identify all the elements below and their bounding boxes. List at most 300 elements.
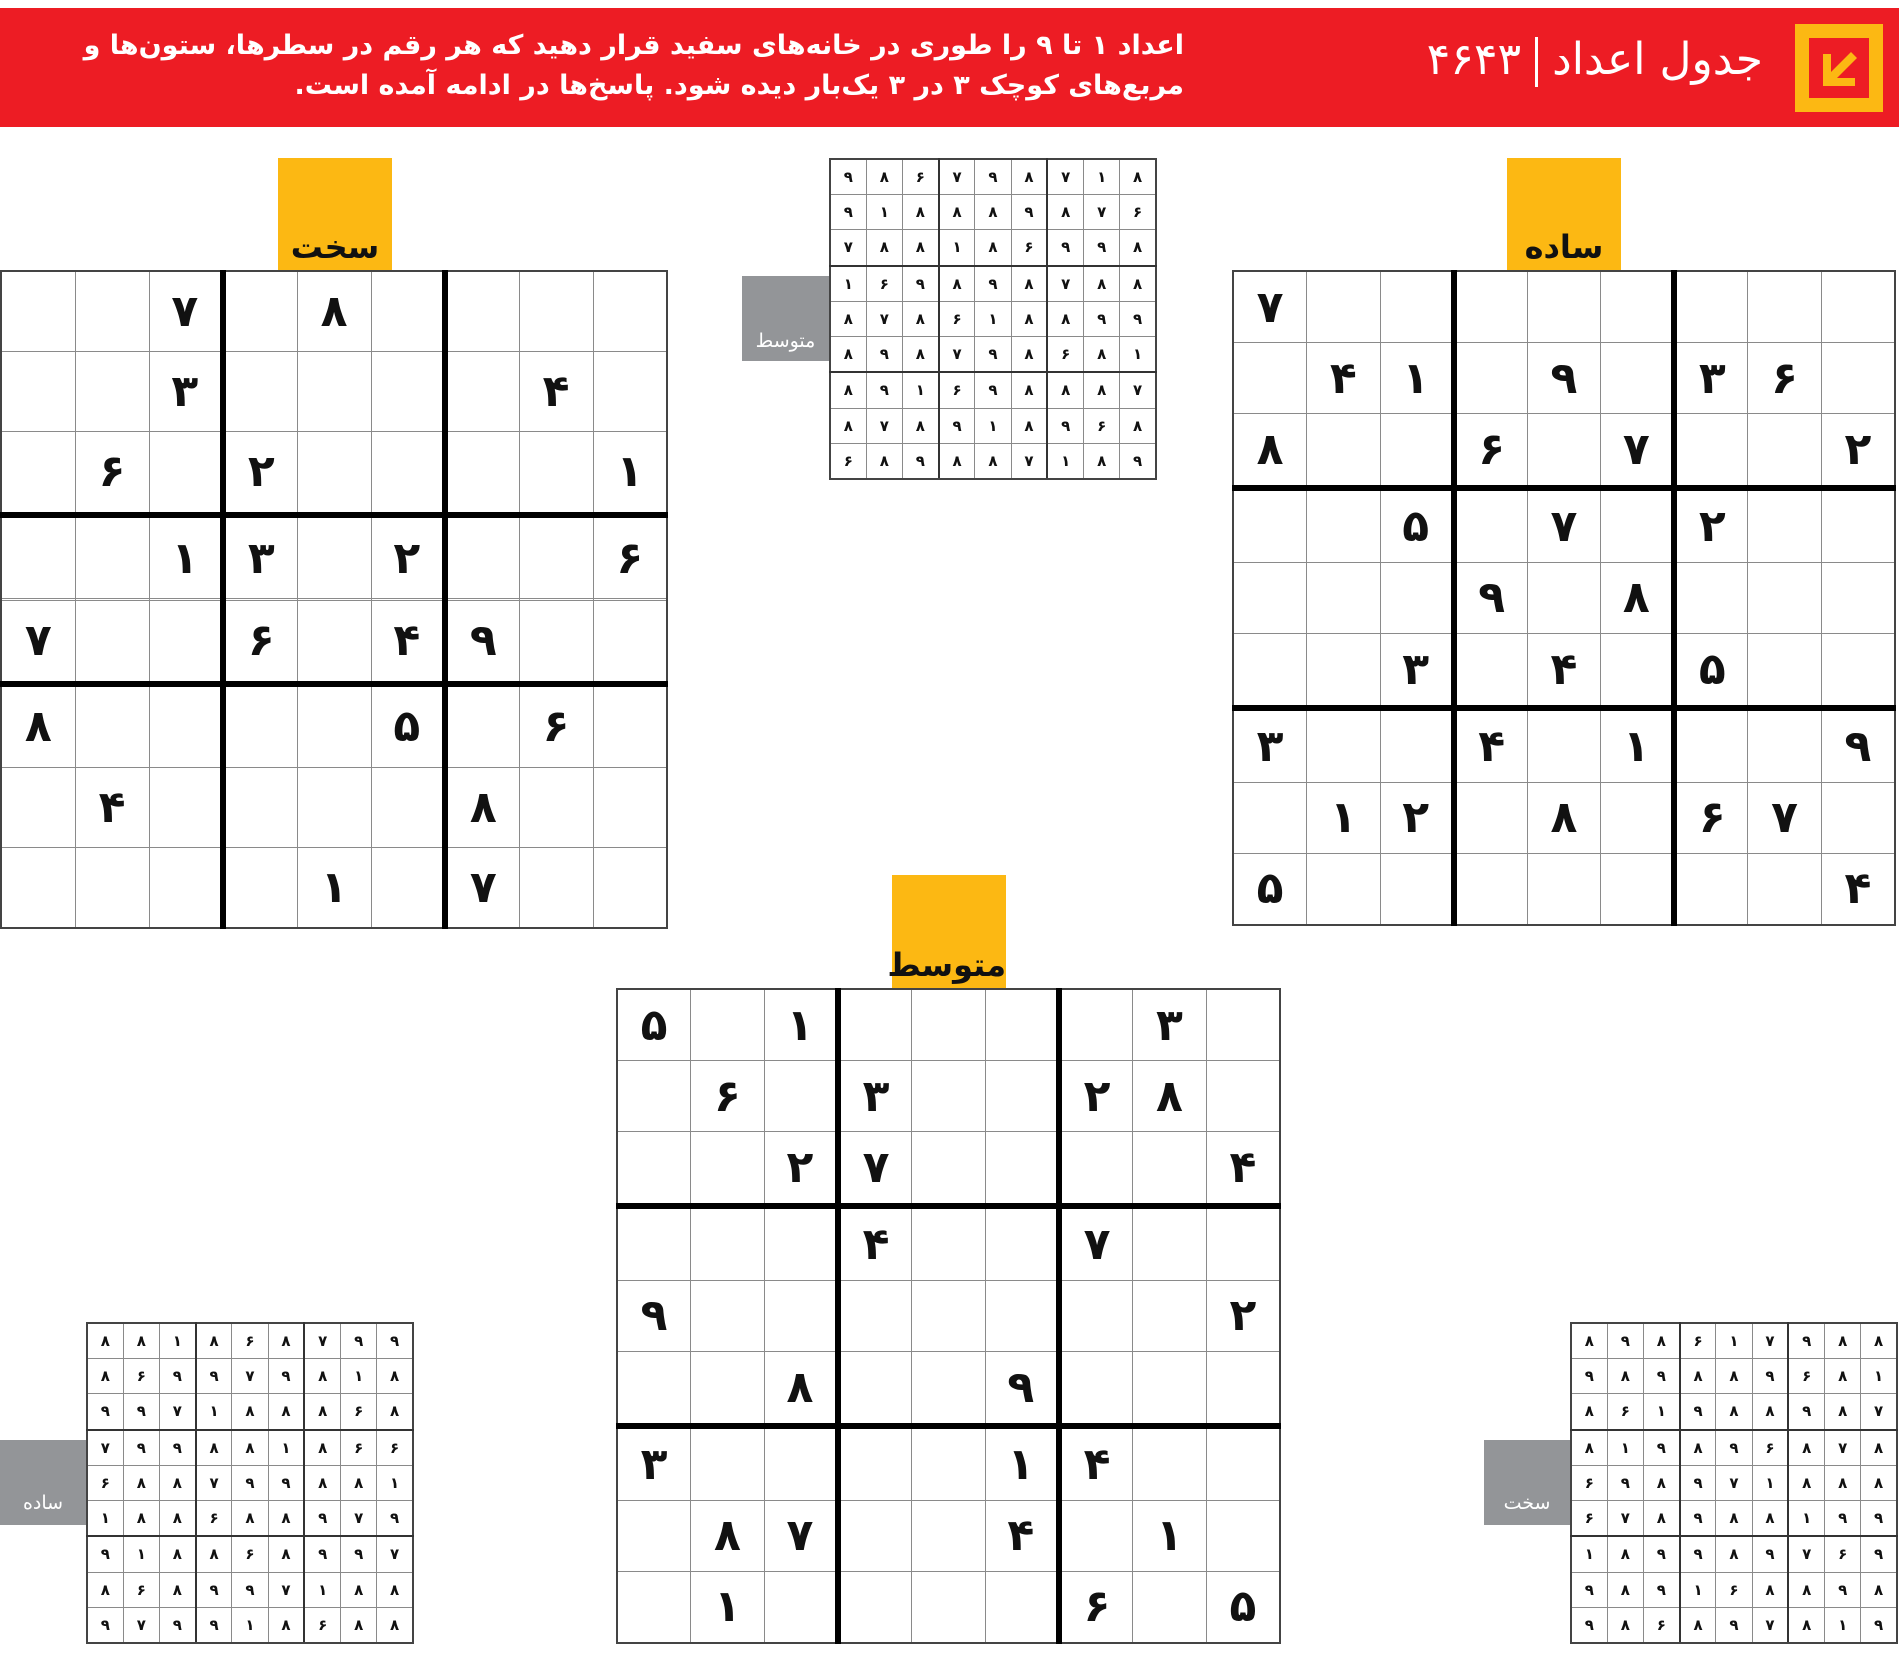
hard-puzzle-cell[interactable]: [371, 271, 445, 352]
medium-puzzle-cell[interactable]: [912, 1132, 986, 1206]
hard-answer-cell: ۹: [1861, 1536, 1897, 1572]
easy-puzzle-cell[interactable]: [1307, 271, 1381, 343]
hard-puzzle-cell[interactable]: [75, 600, 149, 684]
medium-answer-cell: ۹: [902, 443, 938, 479]
easy-puzzle-cell[interactable]: [1380, 271, 1454, 343]
easy-puzzle-cell[interactable]: [1307, 488, 1381, 562]
easy-puzzle-cell[interactable]: [1307, 562, 1381, 633]
hard-answer-cell: ۸: [1716, 1359, 1752, 1394]
hard-puzzle-cell[interactable]: [1, 352, 75, 432]
medium-puzzle-cell[interactable]: [912, 989, 986, 1061]
hard-answer-cell: ۷: [1716, 1466, 1752, 1501]
hard-puzzle-cell[interactable]: [593, 271, 667, 352]
medium-answer-cell: ۷: [866, 302, 902, 337]
medium-answer-cell: ۱: [830, 266, 866, 302]
hard-puzzle-cell[interactable]: [223, 352, 297, 432]
medium-puzzle-cell[interactable]: [764, 1206, 838, 1280]
hard-puzzle-cell[interactable]: [1, 768, 75, 848]
easy-answer-cell: ۹: [196, 1572, 232, 1607]
easy-puzzle-cell[interactable]: [1748, 414, 1822, 488]
medium-puzzle-cell[interactable]: [1059, 1280, 1133, 1351]
hard-puzzle-cell[interactable]: [149, 684, 223, 768]
hard-puzzle-cell[interactable]: [445, 684, 519, 768]
medium-answer-cell: ۹: [866, 372, 902, 408]
hard-puzzle-cell[interactable]: [519, 768, 593, 848]
easy-answer-cell: ۶: [341, 1394, 377, 1430]
easy-puzzle-cell[interactable]: [1307, 414, 1381, 488]
medium-puzzle-cell[interactable]: [1206, 1426, 1280, 1500]
easy-answer-cell: ۱: [123, 1536, 159, 1572]
hard-puzzle-cell[interactable]: [593, 684, 667, 768]
medium-answer-cell: ۸: [830, 336, 866, 372]
easy-answer-cell: ۹: [232, 1572, 268, 1607]
easy-puzzle-cell[interactable]: [1821, 782, 1895, 853]
easy-puzzle-cell[interactable]: [1601, 488, 1675, 562]
hard-answer-cell: ۸: [1825, 1323, 1861, 1359]
medium-puzzle-tab: [887, 875, 1006, 988]
hard-puzzle-cell[interactable]: [223, 684, 297, 768]
easy-puzzle-cell[interactable]: [1748, 708, 1822, 782]
easy-puzzle-cell[interactable]: [1674, 853, 1748, 925]
easy-puzzle-label: ساده: [1524, 228, 1604, 266]
hard-puzzle-cell[interactable]: [1, 515, 75, 599]
hard-answer-cell: ۸: [1788, 1607, 1824, 1643]
medium-puzzle-cell[interactable]: [1206, 1061, 1280, 1132]
medium-answer-cell: ۹: [1084, 230, 1120, 266]
hard-answer-row: [1571, 1394, 1897, 1430]
easy-puzzle-cell: ۱: [1307, 782, 1381, 853]
hard-puzzle-cell[interactable]: [75, 515, 149, 599]
medium-answer-cell: ۶: [1120, 195, 1156, 230]
easy-puzzle-cell[interactable]: [1821, 271, 1895, 343]
easy-puzzle-cell[interactable]: [1748, 488, 1822, 562]
easy-puzzle-cell[interactable]: [1821, 633, 1895, 707]
hard-puzzle-cell[interactable]: [519, 431, 593, 515]
easy-puzzle-cell[interactable]: [1454, 343, 1528, 414]
medium-puzzle-cell[interactable]: [1059, 1132, 1133, 1206]
medium-answer-cell: ۷: [1047, 159, 1083, 195]
medium-puzzle-cell[interactable]: [838, 1500, 912, 1571]
hard-puzzle-cell: ۳: [223, 515, 297, 599]
hard-puzzle-cell: ۹: [445, 600, 519, 684]
hard-puzzle-cell[interactable]: [297, 684, 371, 768]
hard-puzzle-cell: ۴: [371, 600, 445, 684]
hard-answer-cell: ۱: [1716, 1323, 1752, 1359]
easy-puzzle-cell[interactable]: [1674, 271, 1748, 343]
hard-puzzle-cell[interactable]: [371, 352, 445, 432]
easy-puzzle-cell[interactable]: [1748, 853, 1822, 925]
medium-puzzle-cell[interactable]: [691, 1132, 765, 1206]
easy-answer-cell: ۸: [377, 1572, 413, 1607]
easy-puzzle-cell[interactable]: [1233, 488, 1307, 562]
hard-puzzle-cell[interactable]: [297, 768, 371, 848]
medium-puzzle-cell[interactable]: [985, 989, 1059, 1061]
easy-answer-cell: ۹: [341, 1536, 377, 1572]
easy-puzzle-cell: ۳: [1380, 633, 1454, 707]
medium-puzzle-cell[interactable]: [912, 1426, 986, 1500]
easy-answer-label: ساده: [22, 1492, 64, 1514]
hard-puzzle-cell[interactable]: [297, 431, 371, 515]
easy-puzzle-cell[interactable]: [1380, 853, 1454, 925]
hard-puzzle-cell[interactable]: [445, 352, 519, 432]
easy-puzzle-row: [1233, 271, 1895, 343]
easy-puzzle-cell[interactable]: [1307, 708, 1381, 782]
medium-puzzle-cell[interactable]: [1059, 1500, 1133, 1571]
easy-answer-cell: ۱: [341, 1359, 377, 1394]
medium-puzzle-cell[interactable]: [985, 1132, 1059, 1206]
medium-puzzle-cell[interactable]: [838, 1426, 912, 1500]
hard-puzzle-cell[interactable]: [445, 271, 519, 352]
medium-puzzle-cell[interactable]: [1133, 1571, 1207, 1643]
medium-puzzle-cell[interactable]: [912, 1280, 986, 1351]
easy-answer-cell: ۸: [268, 1323, 304, 1359]
medium-answer-cell: ۹: [975, 266, 1011, 302]
hard-answer-cell: ۸: [1825, 1394, 1861, 1430]
hard-answer-cell: ۸: [1571, 1394, 1607, 1430]
medium-puzzle-cell[interactable]: [1059, 989, 1133, 1061]
easy-puzzle-cell[interactable]: [1601, 782, 1675, 853]
hard-puzzle-cell[interactable]: [519, 515, 593, 599]
hard-answer-cell: ۹: [1643, 1359, 1679, 1394]
hard-puzzle-cell[interactable]: [371, 768, 445, 848]
easy-puzzle-cell: ۸: [1601, 562, 1675, 633]
easy-answer-cell: ۸: [304, 1430, 340, 1466]
medium-puzzle-cell[interactable]: [985, 1571, 1059, 1643]
easy-puzzle-cell[interactable]: [1601, 633, 1675, 707]
medium-puzzle-cell[interactable]: [912, 1206, 986, 1280]
medium-puzzle-cell[interactable]: [764, 1280, 838, 1351]
hard-puzzle-cell: ۱: [149, 515, 223, 599]
easy-puzzle-cell: ۴: [1454, 708, 1528, 782]
medium-answer-cell: ۸: [1011, 159, 1047, 195]
medium-answer-cell: ۹: [830, 159, 866, 195]
medium-answer-row: [830, 195, 1156, 230]
easy-puzzle-cell[interactable]: [1380, 562, 1454, 633]
medium-answer-cell: ۶: [1084, 408, 1120, 443]
easy-puzzle-cell[interactable]: [1380, 708, 1454, 782]
easy-answer-cell: ۸: [123, 1466, 159, 1501]
easy-puzzle-cell: ۹: [1821, 708, 1895, 782]
medium-puzzle-cell[interactable]: [912, 1571, 986, 1643]
hard-puzzle-cell[interactable]: [593, 847, 667, 928]
easy-answer-cell: ۷: [268, 1572, 304, 1607]
medium-answer-grid: [829, 158, 1157, 480]
hard-puzzle-cell[interactable]: [149, 600, 223, 684]
medium-answer-cell: ۶: [939, 372, 975, 408]
hard-answer-cell: ۱: [1607, 1430, 1643, 1466]
medium-puzzle-cell[interactable]: [838, 1351, 912, 1425]
hard-puzzle-cell[interactable]: [75, 352, 149, 432]
easy-puzzle-cell: ۹: [1527, 343, 1601, 414]
medium-puzzle-row: [617, 1426, 1280, 1500]
hard-puzzle-cell[interactable]: [1, 431, 75, 515]
medium-answer-cell: ۸: [830, 302, 866, 337]
hard-puzzle-cell[interactable]: [519, 271, 593, 352]
easy-puzzle-cell[interactable]: [1601, 343, 1675, 414]
easy-answer-cell: ۸: [159, 1572, 195, 1607]
medium-puzzle-cell[interactable]: [617, 1061, 691, 1132]
medium-puzzle-label: متوسط: [887, 946, 1006, 984]
easy-answer-cell: ۸: [377, 1359, 413, 1394]
medium-puzzle-cell[interactable]: [764, 1061, 838, 1132]
easy-puzzle-cell[interactable]: [1454, 782, 1528, 853]
medium-puzzle-cell[interactable]: [1133, 1351, 1207, 1425]
easy-answer-cell: ۸: [196, 1536, 232, 1572]
hard-puzzle-cell[interactable]: [593, 768, 667, 848]
medium-puzzle-cell[interactable]: [617, 1500, 691, 1571]
hard-answer-cell: ۶: [1752, 1430, 1788, 1466]
medium-puzzle-cell: ۷: [838, 1132, 912, 1206]
medium-answer-cell: ۱: [866, 195, 902, 230]
medium-puzzle-cell[interactable]: [1133, 1132, 1207, 1206]
easy-puzzle-cell[interactable]: [1233, 633, 1307, 707]
hard-answer-cell: ۶: [1571, 1500, 1607, 1536]
easy-answer-tab: [0, 1440, 86, 1525]
medium-answer-row: [830, 266, 1156, 302]
hard-answer-row: [1571, 1359, 1897, 1394]
easy-puzzle-cell[interactable]: [1307, 853, 1381, 925]
medium-puzzle-cell[interactable]: [985, 1206, 1059, 1280]
easy-puzzle-cell: ۶: [1674, 782, 1748, 853]
easy-answer-row: [87, 1359, 413, 1394]
easy-answer-cell: ۸: [232, 1394, 268, 1430]
easy-puzzle-cell: ۴: [1527, 633, 1601, 707]
medium-answer-row: [830, 372, 1156, 408]
easy-puzzle-cell[interactable]: [1748, 633, 1822, 707]
hard-answer-cell: ۹: [1825, 1500, 1861, 1536]
medium-puzzle-cell[interactable]: [691, 989, 765, 1061]
hard-puzzle-cell[interactable]: [223, 768, 297, 848]
medium-puzzle-cell[interactable]: [985, 1280, 1059, 1351]
easy-answer-cell: ۱: [87, 1500, 123, 1536]
medium-puzzle-cell: ۱: [764, 989, 838, 1061]
medium-puzzle-cell[interactable]: [1059, 1351, 1133, 1425]
easy-answer-cell: ۱: [304, 1572, 340, 1607]
medium-puzzle-cell: ۱: [691, 1571, 765, 1643]
easy-puzzle-cell[interactable]: [1527, 562, 1601, 633]
hard-puzzle-cell[interactable]: [519, 847, 593, 928]
medium-answer-cell: ۸: [1084, 372, 1120, 408]
easy-puzzle-cell[interactable]: [1821, 562, 1895, 633]
medium-puzzle-cell[interactable]: [1206, 1206, 1280, 1280]
medium-puzzle-cell[interactable]: [1206, 1351, 1280, 1425]
easy-puzzle-cell[interactable]: [1748, 271, 1822, 343]
easy-puzzle-cell[interactable]: [1821, 488, 1895, 562]
hard-puzzle-cell[interactable]: [149, 431, 223, 515]
hard-puzzle-cell[interactable]: [75, 684, 149, 768]
medium-puzzle-cell[interactable]: [1133, 1426, 1207, 1500]
hard-puzzle-cell[interactable]: [75, 271, 149, 352]
medium-puzzle-cell[interactable]: [691, 1426, 765, 1500]
easy-puzzle-cell[interactable]: [1601, 271, 1675, 343]
easy-answer-cell: ۸: [304, 1394, 340, 1430]
medium-puzzle-cell: ۴: [838, 1206, 912, 1280]
easy-puzzle-cell[interactable]: [1233, 343, 1307, 414]
hard-puzzle-cell: ۲: [223, 431, 297, 515]
hard-puzzle-cell[interactable]: [593, 600, 667, 684]
easy-puzzle-cell[interactable]: [1454, 488, 1528, 562]
hard-puzzle-cell[interactable]: [75, 847, 149, 928]
publication-logo-icon: [1795, 24, 1883, 112]
easy-puzzle-cell[interactable]: [1307, 633, 1381, 707]
medium-puzzle-cell[interactable]: [764, 1571, 838, 1643]
medium-answer-cell: ۶: [1011, 230, 1047, 266]
hard-puzzle-cell[interactable]: [149, 847, 223, 928]
medium-puzzle-grid: [616, 988, 1281, 1644]
medium-puzzle-cell[interactable]: [985, 1061, 1059, 1132]
hard-puzzle-cell: ۲: [371, 515, 445, 599]
hard-answer-cell: ۹: [1825, 1572, 1861, 1607]
hard-answer-cell: ۸: [1861, 1572, 1897, 1607]
easy-answer-row: [87, 1466, 413, 1501]
easy-answer-cell: ۹: [304, 1536, 340, 1572]
hard-answer-cell: ۷: [1861, 1394, 1897, 1430]
hard-puzzle-cell: ۴: [519, 352, 593, 432]
medium-answer-cell: ۹: [1120, 443, 1156, 479]
easy-answer-cell: ۸: [268, 1394, 304, 1430]
medium-puzzle-cell[interactable]: [912, 1351, 986, 1425]
easy-puzzle-cell[interactable]: [1748, 562, 1822, 633]
hard-puzzle-cell: ۶: [223, 600, 297, 684]
medium-puzzle-cell[interactable]: [838, 989, 912, 1061]
hard-answer-row: [1571, 1572, 1897, 1607]
easy-puzzle-grid: [1232, 270, 1896, 926]
medium-puzzle-cell[interactable]: [617, 1571, 691, 1643]
hard-puzzle-cell[interactable]: [1, 847, 75, 928]
medium-puzzle-cell[interactable]: [617, 1206, 691, 1280]
easy-puzzle-cell[interactable]: [1454, 271, 1528, 343]
medium-puzzle-cell[interactable]: [838, 1571, 912, 1643]
easy-answer-cell: ۱: [196, 1394, 232, 1430]
hard-answer-cell: ۹: [1716, 1430, 1752, 1466]
hard-puzzle-cell[interactable]: [297, 600, 371, 684]
medium-puzzle-cell[interactable]: [838, 1280, 912, 1351]
hard-answer-cell: ۸: [1716, 1500, 1752, 1536]
easy-puzzle-cell[interactable]: [1674, 414, 1748, 488]
medium-puzzle-cell: ۹: [617, 1280, 691, 1351]
hard-answer-cell: ۶: [1825, 1536, 1861, 1572]
easy-puzzle-cell: ۷: [1748, 782, 1822, 853]
easy-answer-cell: ۸: [159, 1500, 195, 1536]
medium-puzzle-cell: ۵: [1206, 1571, 1280, 1643]
easy-answer-cell: ۶: [123, 1572, 159, 1607]
easy-answer-cell: ۸: [87, 1572, 123, 1607]
medium-puzzle-row: [617, 989, 1280, 1061]
easy-puzzle-cell[interactable]: [1454, 633, 1528, 707]
easy-puzzle-cell[interactable]: [1821, 343, 1895, 414]
easy-puzzle-row: [1233, 782, 1895, 853]
easy-answer-cell: ۷: [341, 1500, 377, 1536]
medium-puzzle-cell[interactable]: [617, 1132, 691, 1206]
medium-puzzle-row: [617, 1351, 1280, 1425]
hard-answer-row: [1571, 1323, 1897, 1359]
hard-puzzle-cell[interactable]: [593, 352, 667, 432]
medium-answer-cell: ۱: [1047, 443, 1083, 479]
hard-answer-cell: ۹: [1571, 1359, 1607, 1394]
medium-puzzle-cell[interactable]: [1206, 989, 1280, 1061]
medium-answer-cell: ۹: [975, 159, 1011, 195]
medium-puzzle-cell[interactable]: [691, 1351, 765, 1425]
hard-puzzle-cell: ۶: [593, 515, 667, 599]
medium-answer-cell: ۸: [1011, 336, 1047, 372]
medium-puzzle-cell[interactable]: [691, 1280, 765, 1351]
medium-answer-cell: ۶: [902, 159, 938, 195]
hard-puzzle-row: [1, 515, 667, 599]
easy-answer-cell: ۱: [377, 1466, 413, 1501]
easy-puzzle-cell: ۲: [1674, 488, 1748, 562]
hard-puzzle-cell[interactable]: [223, 271, 297, 352]
hard-answer-cell: ۱: [1571, 1536, 1607, 1572]
easy-puzzle-cell[interactable]: [1601, 853, 1675, 925]
hard-puzzle-cell: ۶: [75, 431, 149, 515]
medium-answer-cell: ۹: [1047, 408, 1083, 443]
hard-answer-row: [1571, 1607, 1897, 1643]
easy-answer-cell: ۹: [232, 1466, 268, 1501]
hard-puzzle-cell[interactable]: [371, 847, 445, 928]
hard-answer-cell: ۸: [1643, 1323, 1679, 1359]
easy-answer-row: [87, 1323, 413, 1359]
medium-answer-cell: ۱: [1084, 159, 1120, 195]
hard-puzzle-cell[interactable]: [223, 847, 297, 928]
easy-puzzle-cell[interactable]: [1674, 708, 1748, 782]
easy-puzzle-cell[interactable]: [1233, 562, 1307, 633]
easy-answer-cell: ۸: [341, 1572, 377, 1607]
hard-puzzle-cell[interactable]: [149, 768, 223, 848]
hard-puzzle-cell[interactable]: [519, 600, 593, 684]
easy-puzzle-cell[interactable]: [1674, 562, 1748, 633]
hard-puzzle-cell[interactable]: [1, 271, 75, 352]
medium-puzzle-cell[interactable]: [764, 1426, 838, 1500]
hard-answer-cell: ۹: [1643, 1572, 1679, 1607]
medium-puzzle-row: [617, 1571, 1280, 1643]
easy-answer-cell: ۷: [377, 1536, 413, 1572]
medium-puzzle-cell[interactable]: [912, 1061, 986, 1132]
easy-answer-cell: ۹: [196, 1607, 232, 1643]
hard-puzzle-cell: ۸: [1, 684, 75, 768]
medium-puzzle-cell[interactable]: [691, 1206, 765, 1280]
easy-answer-cell: ۹: [377, 1323, 413, 1359]
easy-puzzle-cell: ۱: [1601, 708, 1675, 782]
medium-answer-label: متوسط: [755, 330, 816, 352]
easy-answer-cell: ۸: [268, 1536, 304, 1572]
easy-puzzle-cell[interactable]: [1527, 271, 1601, 343]
medium-answer-cell: ۸: [866, 159, 902, 195]
easy-puzzle-cell[interactable]: [1527, 708, 1601, 782]
easy-puzzle-cell: ۷: [1601, 414, 1675, 488]
medium-puzzle-cell[interactable]: [1133, 1280, 1207, 1351]
hard-puzzle-cell[interactable]: [445, 515, 519, 599]
hard-answer-cell: ۷: [1788, 1536, 1824, 1572]
medium-puzzle-cell[interactable]: [912, 1500, 986, 1571]
hard-puzzle-cell[interactable]: [371, 431, 445, 515]
hard-puzzle-cell[interactable]: [445, 431, 519, 515]
medium-puzzle-cell[interactable]: [1206, 1500, 1280, 1571]
easy-puzzle-cell[interactable]: [1527, 414, 1601, 488]
medium-puzzle-cell[interactable]: [617, 1351, 691, 1425]
easy-puzzle-cell[interactable]: [1527, 853, 1601, 925]
easy-puzzle-cell[interactable]: [1233, 782, 1307, 853]
hard-answer-cell: ۹: [1571, 1572, 1607, 1607]
medium-puzzle-cell[interactable]: [1133, 1206, 1207, 1280]
easy-puzzle-cell: ۳: [1233, 708, 1307, 782]
medium-answer-cell: ۱: [975, 408, 1011, 443]
hard-puzzle-cell[interactable]: [297, 352, 371, 432]
medium-puzzle-cell: ۶: [691, 1061, 765, 1132]
easy-puzzle-cell[interactable]: [1380, 414, 1454, 488]
hard-answer-cell: ۸: [1607, 1607, 1643, 1643]
easy-puzzle-cell[interactable]: [1454, 853, 1528, 925]
hard-puzzle-cell[interactable]: [297, 515, 371, 599]
